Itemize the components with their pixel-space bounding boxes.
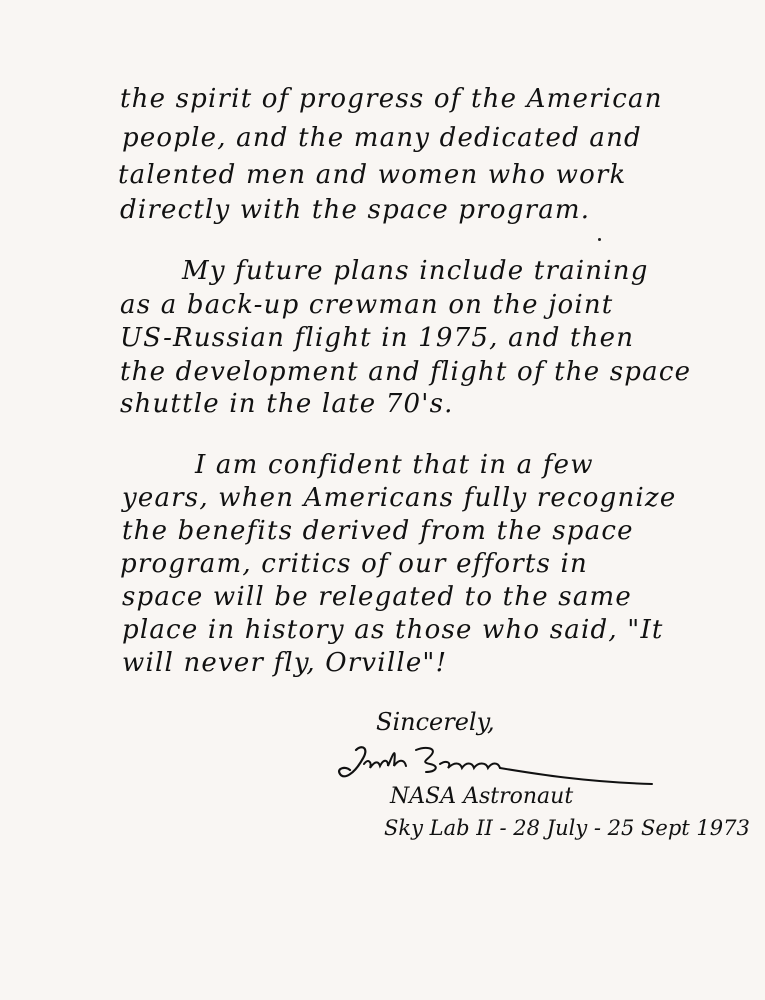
letter-line: talented men and women who work: [118, 160, 627, 190]
letter-line: program, critics of our efforts in: [120, 549, 588, 579]
letter-line: I am confident that in a few: [195, 450, 594, 480]
letter-line: the development and flight of the space: [120, 357, 692, 387]
ink-dot: [598, 238, 601, 241]
letter-line: My future plans include training: [182, 256, 649, 286]
letter-line: directly with the space program.: [120, 195, 591, 225]
letter-line: years, when Americans fully recognize: [122, 483, 677, 513]
letter-line: will never fly, Orville"!: [122, 648, 448, 678]
letter-line: the spirit of progress of the American: [120, 84, 663, 114]
letter-line: people, and the many dedicated and: [122, 123, 642, 153]
signer-title: NASA Astronaut: [390, 784, 574, 809]
letter-line: as a back-up crewman on the joint: [120, 290, 614, 320]
closing-salutation: Sincerely,: [376, 708, 495, 736]
letter-line: space will be relegated to the same: [122, 582, 632, 612]
letter-line: US-Russian flight in 1975, and then: [120, 323, 635, 353]
letter-line: shuttle in the late 70's.: [120, 389, 454, 419]
mission-dates: Sky Lab II - 28 July - 25 Sept 1973: [384, 816, 750, 840]
letter-line: place in history as those who said, "It: [122, 615, 664, 645]
letter-line: the benefits derived from the space: [122, 516, 634, 546]
